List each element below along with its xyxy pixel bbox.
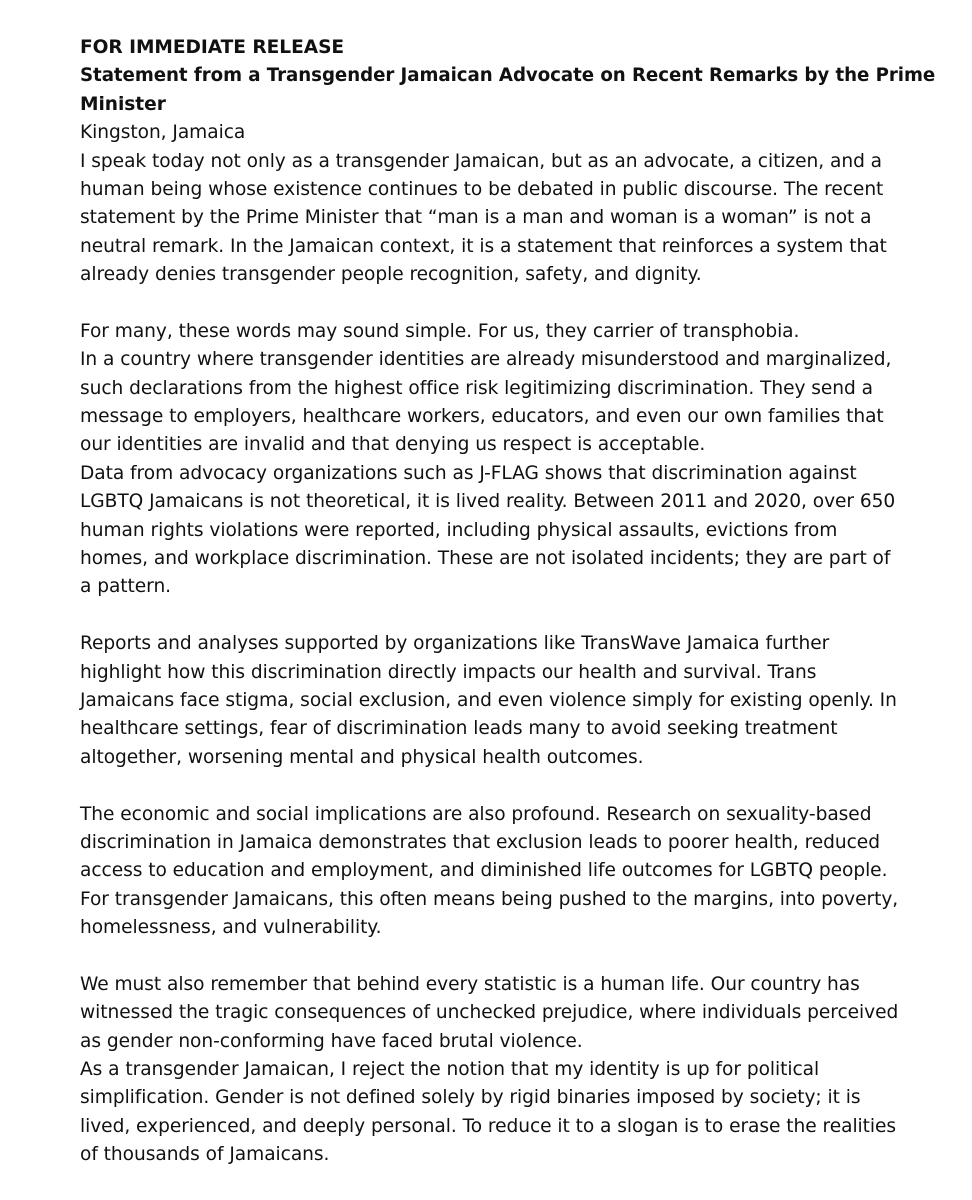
paragraph-line: Data from advocacy organizations such as J-FLAG shows that discrimination against: [80, 462, 857, 484]
paragraph-line: discrimination in Jamaica demonstrates that exclusion leads to poorer health, reduced: [80, 831, 880, 853]
paragraph-line: For transgender Jamaicans, this often means being pushed to the margins, into poverty,: [80, 888, 899, 910]
paragraph-line: In a country where transgender identities are already misunderstood and marginalized,: [80, 349, 892, 371]
paragraph-line: message to employers, healthcare workers, educators, and even our own families that: [80, 406, 884, 428]
paragraph-line: altogether, worsening mental and physical health outcomes.: [80, 746, 644, 768]
body-paragraph: [80, 630, 940, 772]
paragraph-line: As a transgender Jamaican, I reject the notion that my identity is up for political: [80, 1059, 820, 1081]
paragraph-line: I speak today not only as a transgender Jamaican, but as an advocate, a citizen, and a: [80, 150, 883, 172]
paragraph-line: human rights violations were reported, including physical assaults, evictions from: [80, 519, 838, 541]
paragraph-spacer: [80, 290, 940, 318]
paragraph-line: Reports and analyses supported by organizations like TransWave Jamaica further: [80, 633, 830, 655]
paragraph-line: already denies transgender people recognition, safety, and dignity.: [80, 264, 702, 286]
paragraph-line: lived, experienced, and deeply personal. To reduce it to a slogan is to erase the realities: [80, 1115, 897, 1137]
release-label: FOR IMMEDIATE RELEASE: [80, 37, 345, 58]
paragraph-line: such declarations from the highest office risk legitimizing discrimination. They send a: [80, 377, 874, 399]
paragraph-line: witnessed the tragic consequences of unchecked prejudice, where individuals perceived: [80, 1002, 899, 1024]
body-paragraph: [80, 318, 940, 346]
paragraph-spacer: [80, 772, 940, 800]
paragraph-line: highlight how this discrimination directly impacts our health and survival. Trans: [80, 661, 817, 683]
paragraph-spacer: [80, 602, 940, 630]
paragraph-line: Jamaicans face stigma, social exclusion, and even violence simply for existing openly. In: [80, 689, 897, 711]
paragraph-line: healthcare settings, fear of discrimination leads many to avoid seeking treatment: [80, 718, 838, 740]
title-line: Statement from a Transgender Jamaican Advocate on Recent Remarks by the Prime: [80, 65, 936, 87]
paragraph-line: The economic and social implications are also profound. Research on sexuality-based: [80, 803, 872, 825]
paragraph-spacer: [80, 943, 940, 971]
body-paragraph: [80, 460, 940, 602]
paragraph-line: statement by the Prime Minister that “man is a man and woman is a woman” is not a: [80, 207, 872, 229]
title-line: Minister: [80, 93, 166, 115]
body-paragraph: [80, 801, 940, 943]
body-paragraph: [80, 971, 940, 1056]
dateline: Kingston, Jamaica: [80, 122, 246, 144]
paragraph-line: We must also remember that behind every statistic is a human life. Our country has: [80, 973, 860, 995]
paragraph-line: human being whose existence continues to be debated in public discourse. The recent: [80, 178, 884, 200]
body-paragraph: [80, 346, 940, 460]
paragraph-line: access to education and employment, and diminished life outcomes for LGBTQ people.: [80, 860, 888, 882]
paragraph-line: For many, these words may sound simple. For us, they carrier of transphobia.: [80, 320, 800, 342]
body-paragraph: [80, 148, 940, 290]
statement-title: [80, 62, 940, 119]
paragraph-line: homelessness, and vulnerability.: [80, 917, 382, 939]
paragraph-line: LGBTQ Jamaicans is not theoretical, it is lived reality. Between 2011 and 2020, over 650: [80, 491, 896, 513]
paragraph-line: our identities are invalid and that denying us respect is acceptable.: [80, 434, 706, 456]
paragraph-line: neutral remark. In the Jamaican context, it is a statement that reinforces a system that: [80, 235, 887, 257]
paragraph-line: as gender non-conforming have faced brutal violence.: [80, 1030, 583, 1052]
paragraph-line: simplification. Gender is not defined solely by rigid binaries imposed by society; it is: [80, 1087, 861, 1109]
paragraph-line: of thousands of Jamaicans.: [80, 1144, 330, 1166]
statement-body: [80, 148, 940, 1170]
body-paragraph: [80, 1056, 940, 1170]
press-release-document: [80, 34, 940, 1170]
paragraph-line: homes, and workplace discrimination. These are not isolated incidents; they are part of: [80, 548, 891, 570]
paragraph-line: a pattern.: [80, 576, 172, 598]
